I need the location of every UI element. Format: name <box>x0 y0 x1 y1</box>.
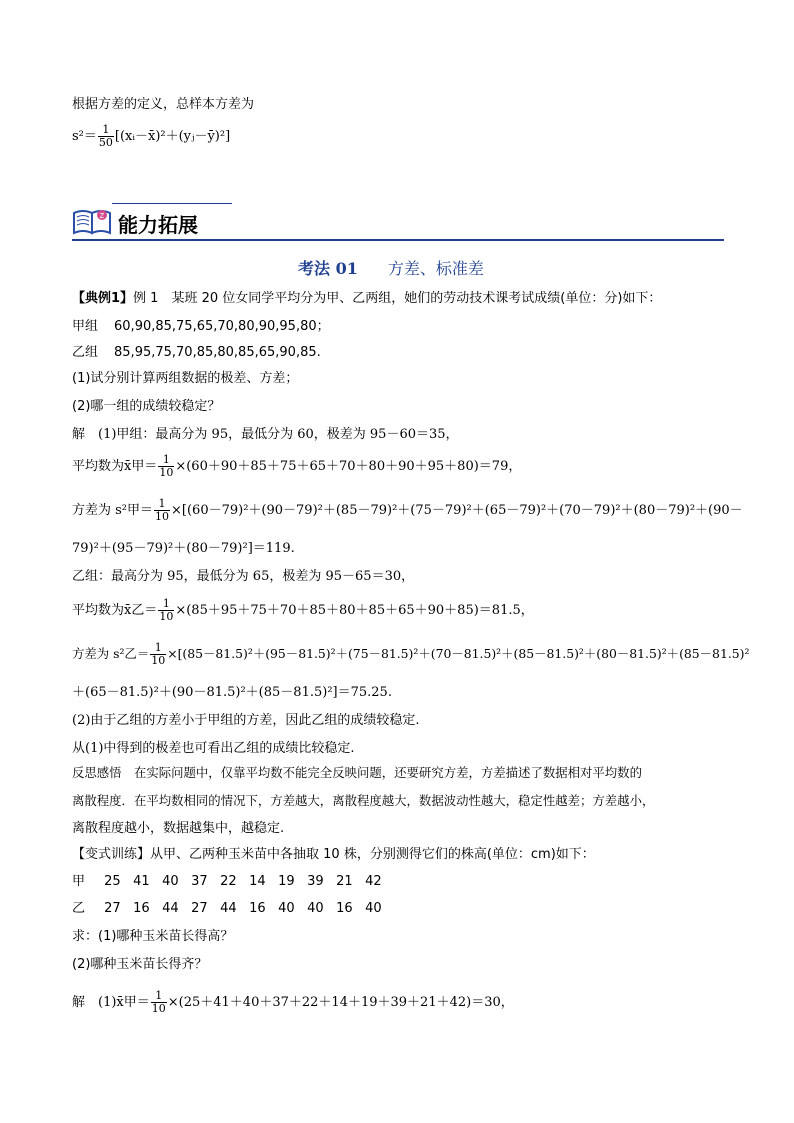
svg-text:Z: Z <box>99 212 105 220</box>
reflection-line-3: 离散程度越小，数据越集中，越稳定. <box>72 821 285 836</box>
variant-jia-label: 甲 <box>72 874 86 889</box>
var-jia-continuation: 79)²＋(95－79)²＋(80－79)²]＝119. <box>72 541 295 556</box>
conclusion-1: (2)由于乙组的方差小于甲组的方差，因此乙组的成绩较稳定. <box>72 713 420 728</box>
question-2: (2)哪一组的成绩较稳定？ <box>72 399 221 414</box>
fraction-numerator: 1 <box>151 990 167 1003</box>
fraction-denominator: 10 <box>159 610 174 623</box>
example-tag: 【典例1】 <box>72 291 134 306</box>
variant-jia-value: 37 <box>191 874 208 889</box>
variant-jia-value: 40 <box>162 874 179 889</box>
fraction-one-tenth <box>151 990 167 1015</box>
question-1: (1)试分别计算两组数据的极差、方差； <box>72 371 299 386</box>
total-variance-formula <box>72 124 230 149</box>
variant-jia-value: 42 <box>365 874 382 889</box>
example-lead-text: 例 1 某班 20 位女同学平均分为甲、乙两组，她们的劳动技术课考试成绩(单位：分)如下： <box>133 291 662 306</box>
var-yi-continuation: ＋(65－81.5)²＋(90－81.5)²＋(85－81.5)²]＝75.25. <box>72 685 392 700</box>
solution-jia-range: 解 (1)甲组：最高分为 95，最低分为 60，极差为 95－60＝35， <box>72 427 459 442</box>
fraction-denominator: 10 <box>155 510 170 523</box>
formula-right: [(xᵢ－x̄)²＋(yⱼ－ȳ)²] <box>114 129 231 144</box>
fraction-denominator: 10 <box>151 1002 166 1015</box>
variant-yi-value: 16 <box>133 901 150 916</box>
reflection-line-1: 反思感悟 在实际问题中，仅靠平均数不能完全反映问题，还要研究方差，方差描述了数据相对平均数的 <box>72 765 642 780</box>
var-jia-expression: ×[(60－79)²＋(90－79)²＋(85－79)²＋(75－79)²＋(65－79)²＋(70－79)²＋(80－79)²＋(90－ <box>171 503 743 518</box>
variant-jia-value: 14 <box>249 874 266 889</box>
open-book-icon <box>72 205 112 237</box>
var-jia-line <box>72 498 743 523</box>
variant-solution-line <box>72 990 514 1015</box>
mean-yi-expression: ×(85＋95＋75＋70＋85＋80＋85＋65＋90＋85)＝81.5， <box>175 603 534 618</box>
variant-yi-value: 40 <box>307 901 324 916</box>
fraction-one-tenth <box>158 454 174 479</box>
variant-yi-value: 27 <box>104 901 121 916</box>
section-header <box>72 203 724 241</box>
variant-tag: 【变式训练】 <box>72 847 151 862</box>
variant-yi-value: 16 <box>249 901 266 916</box>
fraction-one-tenth <box>154 498 170 523</box>
mean-jia-line <box>72 454 521 479</box>
solution-yi-range: 乙组：最高分为 95，最低分为 65，极差为 95－65＝30， <box>72 569 415 584</box>
group-jia-row <box>72 318 330 336</box>
mean-yi-line <box>72 598 534 623</box>
variant-question-2: (2)哪种玉米苗长得齐？ <box>72 957 208 972</box>
fraction-numerator: 1 <box>98 124 114 137</box>
variant-jia-value: 19 <box>278 874 295 889</box>
var-yi-expression: ×[(85－81.5)²＋(95－81.5)²＋(75－81.5)²＋(70－81.5)²＋(85－81.5)²＋(80－81.5)²＋(85－81.5)² <box>167 646 750 661</box>
section-top-line <box>112 203 232 204</box>
fraction-numerator: 1 <box>150 642 166 655</box>
kaofa-topic: 方差、标准差 <box>387 259 484 278</box>
variant-jia-value: 41 <box>133 874 150 889</box>
variant-yi-values <box>104 901 394 916</box>
fraction-one-tenth <box>158 598 174 623</box>
variant-lead <box>72 846 595 864</box>
formula-fraction <box>98 124 114 149</box>
variant-yi-value: 16 <box>336 901 353 916</box>
variant-jia-row <box>72 873 394 891</box>
conclusion-2: 从(1)中得到的极差也可看出乙组的成绩比较稳定. <box>72 741 355 756</box>
variant-lead-text: 从甲、乙两种玉米苗中各抽取 10 株，分别测得它们的株高(单位：cm)如下： <box>150 847 595 862</box>
variant-yi-value: 27 <box>191 901 208 916</box>
variant-jia-value: 22 <box>220 874 237 889</box>
variant-jia-value: 25 <box>104 874 121 889</box>
fraction-denominator: 10 <box>151 654 166 667</box>
kaofa-label: 考法 01 <box>298 259 358 278</box>
variant-yi-value: 40 <box>278 901 295 916</box>
fraction-numerator: 1 <box>158 454 174 467</box>
var-jia-label: 方差为 s²甲＝ <box>72 503 154 518</box>
variant-jia-values <box>104 874 394 889</box>
group-jia-label: 甲组 <box>72 319 99 334</box>
group-jia-data: 60,90,85,75,65,70,80,90,95,80； <box>114 319 330 334</box>
group-yi-label: 乙组 <box>72 345 99 360</box>
mean-jia-expression: ×(60＋90＋85＋75＋65＋70＋80＋90＋95＋80)＝79， <box>175 459 522 474</box>
group-yi-data: 85,95,75,70,85,80,85,65,90,85. <box>114 345 321 360</box>
variant-yi-value: 44 <box>162 901 179 916</box>
intro-text: 根据方差的定义，总样本方差为 <box>72 97 255 112</box>
reflection-line-2: 离散程度．在平均数相同的情况下，方差越大，离散程度越大，数据波动性越大，稳定性越差；方差越小， <box>72 793 655 808</box>
section-title: 能力拓展 <box>118 213 198 237</box>
fraction-numerator: 1 <box>154 498 170 511</box>
var-yi-label: 方差为 s²乙＝ <box>72 646 150 661</box>
fraction-denominator: 10 <box>159 466 174 479</box>
mean-yi-label: 平均数为x̄乙＝ <box>72 603 158 618</box>
variant-solution-label: 解 (1)x̄甲＝ <box>72 995 150 1010</box>
variant-yi-value: 44 <box>220 901 237 916</box>
variant-yi-value: 40 <box>365 901 382 916</box>
variant-jia-value: 21 <box>336 874 353 889</box>
variant-solution-expression: ×(25＋41＋40＋37＋22＋14＋19＋39＋21＋42)＝30， <box>167 995 514 1010</box>
variant-jia-value: 39 <box>307 874 324 889</box>
fraction-numerator: 1 <box>158 598 174 611</box>
section-rule <box>72 239 724 241</box>
group-yi-row <box>72 344 321 362</box>
mean-jia-label: 平均数为x̄甲＝ <box>72 459 158 474</box>
variant-yi-row <box>72 900 394 918</box>
variant-yi-label: 乙 <box>72 901 86 916</box>
kaofa-heading <box>298 256 484 279</box>
fraction-denominator: 50 <box>98 136 113 149</box>
example-lead <box>72 290 661 308</box>
variant-question-1: 求：(1)哪种玉米苗长得高？ <box>72 929 234 944</box>
formula-left: s²＝ <box>72 129 97 144</box>
var-yi-line <box>72 642 749 667</box>
fraction-one-tenth <box>150 642 166 667</box>
